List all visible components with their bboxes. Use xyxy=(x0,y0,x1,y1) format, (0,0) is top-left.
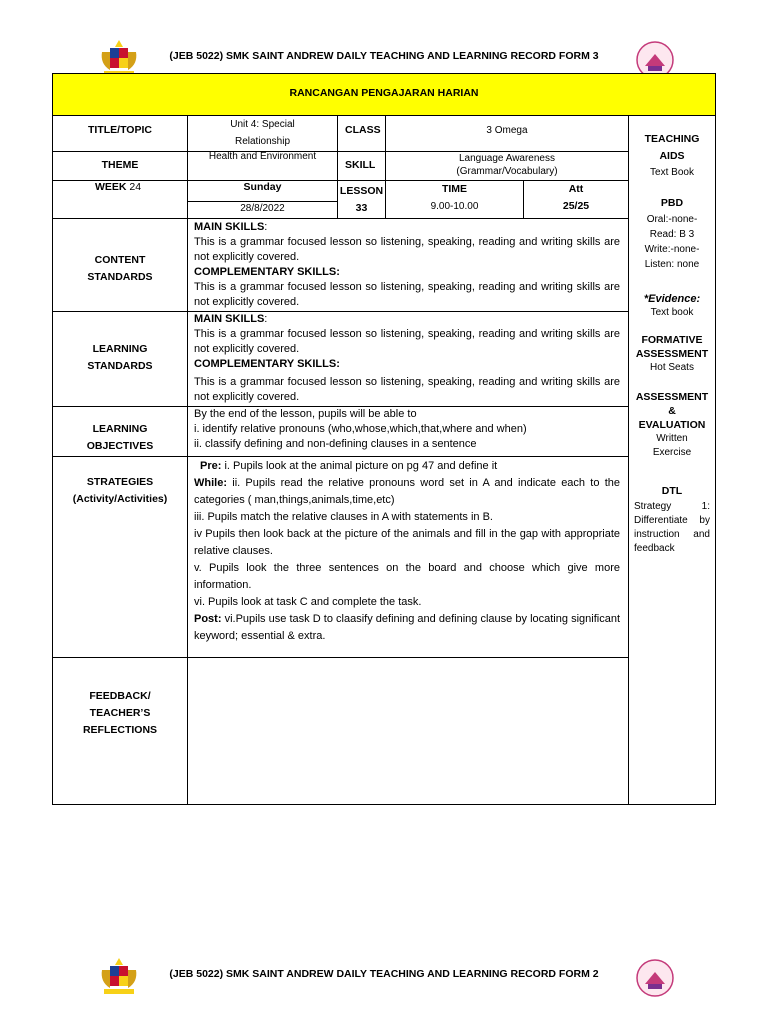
learning-complementary-text: This is a grammar focused lesson so listening, speaking, reading and writing skills are not explicitly covered. xyxy=(194,376,620,403)
teaching-aids-value: Text Book xyxy=(650,167,694,178)
class-label: CLASS xyxy=(345,124,381,136)
formative-value: Hot Seats xyxy=(650,362,694,373)
pbd-write: Write:-none- xyxy=(644,244,700,255)
written-line-2: Exercise xyxy=(652,447,692,458)
skill-line-1: Language Awareness xyxy=(458,153,555,164)
dtl-label: DTL xyxy=(661,485,683,497)
pbd-listen: Listen: none xyxy=(644,259,700,270)
learning-standards-text xyxy=(194,312,620,405)
objective-1: i. identify relative pronouns (who,whose,which,that,where and when) xyxy=(194,423,527,435)
class-value: 3 Omega xyxy=(486,125,528,136)
attendance-label: Att xyxy=(568,183,584,195)
skill-line-2: (Grammar/Vocabulary) xyxy=(456,166,558,177)
strategies-label-line-2: (Activity/Activities) xyxy=(72,493,168,505)
attendance-value: 25/25 xyxy=(562,200,590,212)
pbd-oral: Oral:-none- xyxy=(646,214,698,225)
feedback-label-line-3: REFLECTIONS xyxy=(82,724,158,736)
teaching-aids-label xyxy=(629,131,715,165)
pbd-label: PBD xyxy=(660,197,684,209)
learning-label-line-1: LEARNING xyxy=(92,343,148,355)
week-label: WEEK xyxy=(95,181,127,193)
time xyxy=(386,181,523,215)
learning-objectives-text xyxy=(194,407,620,452)
lesson-plan-table xyxy=(52,73,716,805)
teaching-aids-line-1: TEACHING xyxy=(644,133,700,145)
step-v: v. Pupils look the three sentences on the board and choose which give more information. xyxy=(194,562,620,591)
learning-objectives-label xyxy=(53,421,187,455)
week-value: 24 xyxy=(129,181,142,193)
day: Sunday xyxy=(243,181,282,193)
topic-line-1: Unit 4: Special xyxy=(230,119,295,130)
post-activity xyxy=(194,611,620,645)
evidence-value: Text book xyxy=(650,307,694,318)
evidence-label: *Evidence: xyxy=(643,293,701,305)
step-iv: iv Pupils then look back at the picture of the animals and fill in the gap with appropriate relative clauses. xyxy=(194,528,620,557)
step-iii: iii. Pupils match the relative clauses in A with statements in B. xyxy=(194,511,493,523)
formative-line-2: ASSESSMENT xyxy=(635,348,709,360)
banner-title: RANCANGAN PENGAJARAN HARIAN xyxy=(289,87,479,99)
learning-main-text: This is a grammar focused lesson so listening, speaking, reading and writing skills are not explicitly covered. xyxy=(194,328,620,355)
assessment-line-2: & xyxy=(668,405,676,417)
learning-standards-label xyxy=(53,341,187,375)
lesson-value: 33 xyxy=(355,202,368,214)
form-header-title: (JEB 5022) SMK SAINT ANDREW DAILY TEACHING AND LEARNING RECORD FORM 2 xyxy=(169,968,599,980)
banner xyxy=(53,74,715,116)
formative-assessment-label xyxy=(629,333,715,361)
content-label-line-2: STANDARDS xyxy=(87,271,153,283)
strategies-label-line-1: STRATEGIES xyxy=(86,476,154,488)
theme-label: THEME xyxy=(101,159,139,171)
pre-label: Pre: xyxy=(200,460,222,472)
pre-text: i. Pupils look at the animal picture on pg 47 and define it xyxy=(221,460,498,472)
content-standards-label xyxy=(53,252,187,286)
content-standards-text xyxy=(194,220,620,310)
post-text: vi.Pupils use task D to claasify defining and defining clause by locating significant keyword; essential & extra. xyxy=(194,613,620,642)
time-label: TIME xyxy=(441,183,468,195)
strategies-text xyxy=(194,458,620,645)
assessment-line-3: EVALUATION xyxy=(638,419,706,431)
written-exercise xyxy=(629,432,715,460)
complementary-skills-heading: COMPLEMENTARY SKILLS: xyxy=(194,266,340,278)
lesson xyxy=(338,183,385,217)
objectives-label-line-2: OBJECTIVES xyxy=(86,440,154,452)
page-header-bottom xyxy=(0,958,768,998)
main-skills-heading: MAIN SKILLS: xyxy=(194,221,268,233)
main-skills-label: MAIN SKILLS xyxy=(194,221,265,233)
feedback-label xyxy=(53,688,187,739)
feedback-label-line-2: TEACHER’S xyxy=(89,707,151,719)
main-skills-heading-2: MAIN SKILLS: xyxy=(194,313,268,325)
objectives-label-line-1: LEARNING xyxy=(92,423,148,435)
strategies-label xyxy=(53,474,187,508)
date: 28/8/2022 xyxy=(240,203,285,214)
time-value: 9.00-10.00 xyxy=(430,201,479,212)
title-topic-label: TITLE/TOPIC xyxy=(88,124,152,136)
post-label: Post: xyxy=(194,613,222,625)
formative-line-1: FORMATIVE xyxy=(641,334,703,346)
feedback-area[interactable] xyxy=(188,658,628,804)
dtl-text: Strategy 1: Differentiate by instruction and feedback xyxy=(634,501,710,554)
written-line-1: Written xyxy=(656,433,688,444)
objectives-intro: By the end of the lesson, pupils will be able to xyxy=(194,408,417,420)
content-complementary-text: This is a grammar focused lesson so listening, speaking, reading and writing skills are not explicitly covered. xyxy=(194,281,620,308)
while-text: ii. Pupils read the relative pronouns word set in A and indicate each to the categories ( man,things,animals,time,etc) xyxy=(194,477,620,506)
attendance xyxy=(524,181,628,215)
content-label-line-1: CONTENT xyxy=(94,254,146,266)
side-panel xyxy=(629,131,715,556)
objective-2: ii. classify defining and non-defining clauses in a sentence xyxy=(194,438,477,450)
learning-label-line-2: STANDARDS xyxy=(87,360,153,372)
pbd-read: Read: B 3 xyxy=(649,229,695,240)
skill-value xyxy=(386,152,628,178)
complementary-skills-heading-2: COMPLEMENTARY SKILLS: xyxy=(194,358,340,370)
main-skills-label-2: MAIN SKILLS xyxy=(194,313,265,325)
content-main-text: This is a grammar focused lesson so listening, speaking, reading and writing skills are not explicitly covered. xyxy=(194,236,620,263)
title-topic-value xyxy=(188,116,337,150)
skill-label: SKILL xyxy=(345,159,376,171)
topic-line-2: Relationship xyxy=(234,136,291,147)
while-activity xyxy=(194,475,620,509)
step-vi: vi. Pupils look at task C and complete the task. xyxy=(194,596,422,608)
feedback-label-line-1: FEEDBACK/ xyxy=(89,690,151,702)
school-logo-icon xyxy=(632,958,678,998)
theme-value: Health and Environment xyxy=(208,151,317,162)
pre-activity xyxy=(194,458,620,475)
teaching-aids-line-2: AIDS xyxy=(659,150,685,162)
assessment-line-1: ASSESSMENT xyxy=(635,391,709,403)
week xyxy=(95,181,141,193)
form-header-title: (JEB 5022) SMK SAINT ANDREW DAILY TEACHING AND LEARNING RECORD FORM 3 xyxy=(169,50,599,62)
assessment-evaluation-label xyxy=(629,390,715,432)
lesson-label: LESSON xyxy=(339,185,384,197)
while-label: While: xyxy=(194,477,227,489)
